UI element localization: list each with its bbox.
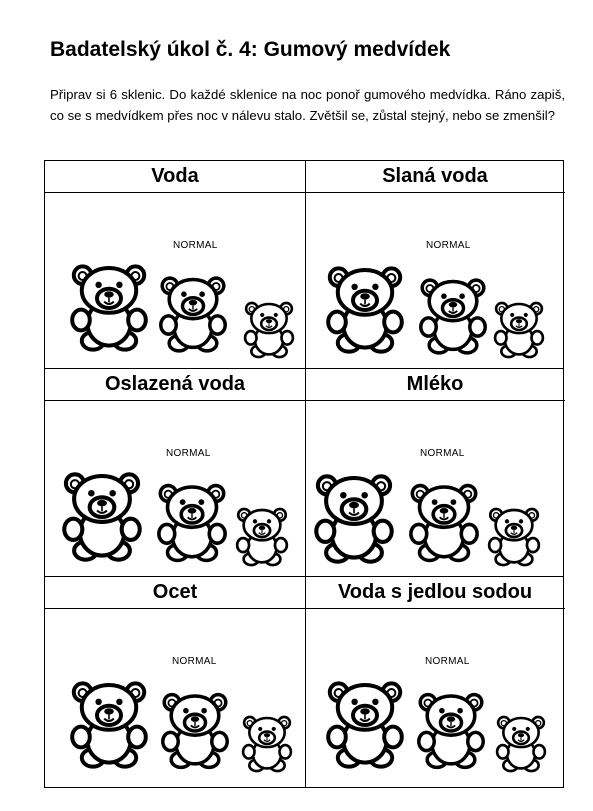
- experiment-grid: [44, 160, 564, 788]
- small-bear-icon: [487, 503, 541, 571]
- cell-label: Ocet: [45, 577, 305, 609]
- normal-bear-icon: [418, 269, 488, 364]
- small-bear-icon: [241, 711, 293, 777]
- large-bear-icon: [69, 669, 149, 781]
- large-bear-icon: [325, 669, 405, 781]
- normal-bear-icon: [158, 267, 228, 362]
- experiment-cell-voda-s-jedlou-sodou: [305, 577, 565, 785]
- small-bear-icon: [495, 711, 547, 777]
- large-bear-icon: [69, 253, 149, 363]
- cell-label: Mléko: [305, 369, 565, 401]
- experiment-cell-slana-voda: [305, 161, 565, 369]
- normal-bear-icon: [408, 475, 480, 571]
- bear-illustration-group: [45, 401, 305, 577]
- normal-bear-icon: [160, 683, 230, 779]
- bear-illustration-group: [305, 193, 565, 369]
- bear-illustration-group: [45, 609, 305, 785]
- normal-label: NORMAL: [425, 656, 470, 667]
- small-bear-icon: [493, 297, 545, 363]
- bear-illustration-group: [305, 401, 565, 577]
- cell-label: Voda: [45, 161, 305, 193]
- bear-illustration-group: [45, 193, 305, 369]
- normal-label: NORMAL: [173, 240, 218, 251]
- normal-label: NORMAL: [426, 240, 471, 251]
- normal-label: NORMAL: [172, 656, 217, 667]
- experiment-cell-oslazena-voda: [45, 369, 305, 577]
- small-bear-icon: [243, 297, 295, 363]
- experiment-cell-mleko: [305, 369, 565, 577]
- normal-bear-icon: [416, 683, 486, 779]
- cell-label: Oslazená voda: [45, 369, 305, 401]
- normal-bear-icon: [156, 475, 228, 571]
- large-bear-icon: [325, 255, 405, 365]
- experiment-cell-ocet: [45, 577, 305, 785]
- experiment-cell-voda: [45, 161, 305, 369]
- cell-label: Voda s jedlou sodou: [305, 577, 565, 609]
- cell-label: Slaná voda: [305, 161, 565, 193]
- small-bear-icon: [235, 503, 289, 571]
- normal-label: NORMAL: [166, 448, 211, 459]
- intro-paragraph: Připrav si 6 sklenic. Do každé sklenice na noc ponoř gumového medvídka. Ráno zapiš, co se s medvídkem přes noc v nálevu stalo. Zvětšil se, zůstal stejný, nebo se zmenšil?: [50, 87, 565, 123]
- large-bear-icon: [61, 461, 143, 573]
- bear-illustration-group: [305, 609, 565, 785]
- normal-label: NORMAL: [420, 448, 465, 459]
- large-bear-icon: [313, 463, 395, 575]
- page-title: Badatelský úkol č. 4: Gumový medvídek: [50, 38, 451, 61]
